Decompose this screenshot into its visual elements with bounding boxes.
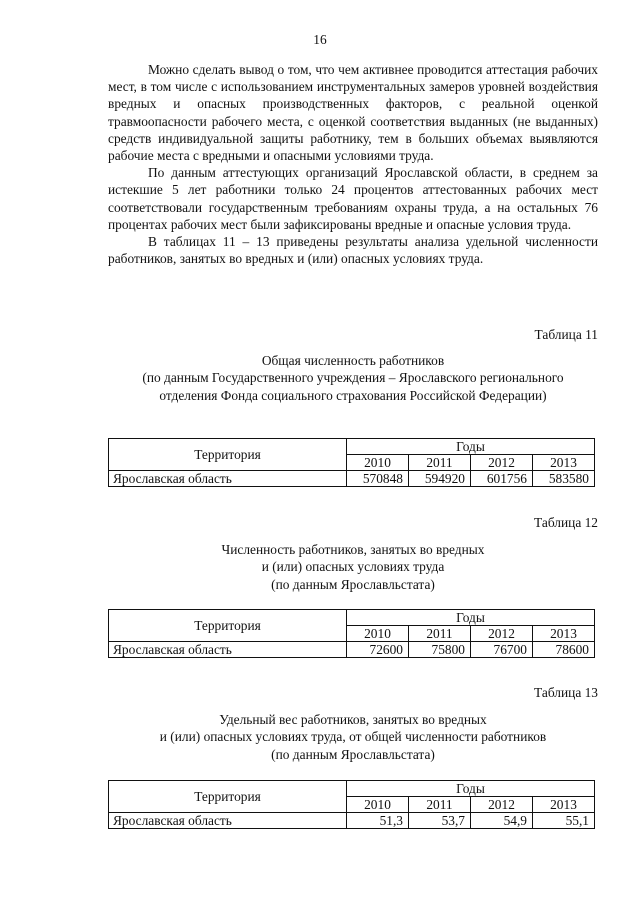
page-number: 16	[313, 32, 327, 47]
data-table	[108, 780, 595, 829]
year-cell: 2010	[347, 797, 409, 813]
header-territory: Территория	[109, 439, 347, 471]
year-cell: 2012	[471, 626, 533, 642]
value-cell: 583580	[533, 471, 595, 487]
value-cell: 54,9	[471, 813, 533, 829]
year-cell: 2011	[409, 797, 471, 813]
caption-line: Общая численность работников	[261, 353, 445, 368]
paragraph: В таблицах 11 – 13 приведены результаты анализа удельной численности работников, занятых во вредных и (или) опасных условиях труда.	[108, 234, 598, 267]
year-cell: 2012	[471, 797, 533, 813]
value-cell: 601756	[471, 471, 533, 487]
caption-line: и (или) опасных условиях труда	[261, 559, 445, 575]
value-cell: 53,7	[409, 813, 471, 829]
table-caption	[108, 541, 598, 593]
caption-line: (по данным Государственного учреждения – Ярославского регионального	[142, 370, 564, 386]
body-text	[108, 61, 598, 267]
caption-line: отделения Фонда социального страхования Российской Федерации)	[159, 387, 547, 403]
table-label: Таблица 12	[534, 515, 598, 530]
data-table	[108, 609, 595, 658]
data-table	[108, 438, 595, 487]
year-cell: 2010	[347, 626, 409, 642]
value-cell: 72600	[347, 642, 409, 658]
row-name: Ярославская область	[109, 471, 347, 487]
caption-line: и (или) опасных условиях труда, от общей численности работников	[159, 729, 547, 745]
row-name: Ярославская область	[109, 813, 347, 829]
year-cell: 2013	[533, 797, 595, 813]
header-years: Годы	[347, 781, 595, 797]
table-caption	[108, 711, 598, 763]
table-row	[109, 471, 595, 487]
value-cell: 51,3	[347, 813, 409, 829]
table-caption	[108, 352, 598, 404]
value-cell: 55,1	[533, 813, 595, 829]
table-label: Таблица 13	[534, 685, 598, 700]
header-territory: Территория	[109, 610, 347, 642]
header-years: Годы	[347, 439, 595, 455]
value-cell: 78600	[533, 642, 595, 658]
value-cell: 594920	[409, 471, 471, 487]
caption-line: Удельный вес работников, занятых во вредных	[219, 712, 487, 727]
year-cell: 2013	[533, 455, 595, 471]
header-years: Годы	[347, 610, 595, 626]
value-cell: 76700	[471, 642, 533, 658]
caption-line: (по данным Ярославльстата)	[271, 746, 435, 762]
paragraph: По данным аттестующих организаций Ярославской области, в среднем за истекшие 5 лет работники только 24 процентов аттестованных рабочих мест соответствовали государственным требованиям охраны труда, а на остальных 76 процентах рабочих мест были зафиксированы вредные и опасные условия труда.	[108, 165, 598, 232]
table-row	[109, 813, 595, 829]
paragraph: Можно сделать вывод о том, что чем активнее проводится аттестация рабочих мест, в том числе с использованием инструментальных замеров уровней воздействия вредных и опасных производственных факторов, с реальной оценкой травмоопасности рабочего места, с оценкой соответствия выданных (не выданных) средств индивидуальной защиты работнику, тем в больших объемах выявляются рабочие места с вредными и опасными условиями труда.	[108, 62, 598, 164]
value-cell: 75800	[409, 642, 471, 658]
year-cell: 2013	[533, 626, 595, 642]
caption-line: (по данным Ярославльстата)	[271, 576, 435, 592]
row-name: Ярославская область	[109, 642, 347, 658]
caption-line: Численность работников, занятых во вредных	[221, 542, 485, 557]
year-cell: 2011	[409, 626, 471, 642]
table-label: Таблица 11	[534, 327, 598, 342]
year-cell: 2011	[409, 455, 471, 471]
header-territory: Территория	[109, 781, 347, 813]
table-row	[109, 642, 595, 658]
value-cell: 570848	[347, 471, 409, 487]
year-cell: 2010	[347, 455, 409, 471]
year-cell: 2012	[471, 455, 533, 471]
